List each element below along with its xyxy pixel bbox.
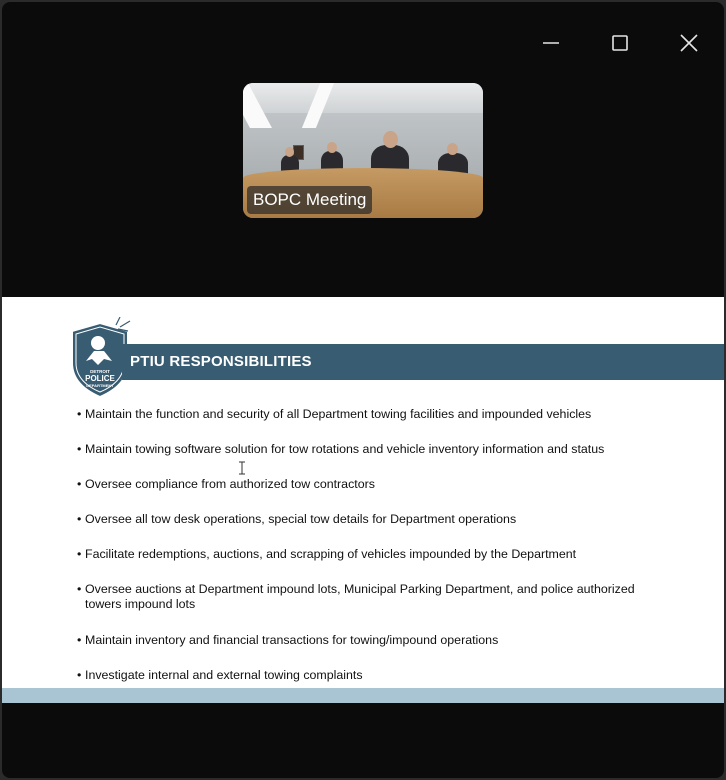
maximize-button[interactable] xyxy=(597,20,643,66)
close-icon xyxy=(679,33,699,53)
bullet-marker: • xyxy=(77,668,82,682)
slide-title: PTIU RESPONSIBILITIES xyxy=(130,353,312,370)
logo-text: POLICE xyxy=(85,374,115,383)
text-cursor-icon xyxy=(238,461,246,475)
logo-text: DEPARTMENT xyxy=(86,383,114,388)
list-item xyxy=(77,477,665,492)
maximize-icon xyxy=(611,34,629,52)
list-item xyxy=(77,547,665,562)
slide-title-bar xyxy=(122,344,724,380)
video-person-head xyxy=(447,143,458,155)
bullet-marker: • xyxy=(77,547,82,561)
logo-text: DETROIT xyxy=(90,369,110,374)
list-item-text: Oversee auctions at Department impound lots, Municipal Parking Department, and police authorized towers impound lots xyxy=(85,582,635,611)
minimize-icon xyxy=(542,34,560,52)
list-item xyxy=(77,633,665,648)
list-item-text: Oversee compliance from authorized tow contractors xyxy=(85,477,375,491)
minimize-button[interactable] xyxy=(528,20,574,66)
video-person-head xyxy=(285,147,294,157)
participant-video-tile[interactable] xyxy=(243,83,483,218)
list-item-text: Facilitate redemptions, auctions, and scrapping of vehicles impounded by the Department xyxy=(85,547,577,561)
video-person-head xyxy=(327,142,337,153)
list-item xyxy=(77,442,665,457)
list-item-text: Investigate internal and external towing complaints xyxy=(85,668,363,682)
bullet-marker: • xyxy=(77,477,82,491)
list-item-text: Maintain towing software solution for tow rotations and vehicle inventory information and status xyxy=(85,442,605,456)
close-button[interactable] xyxy=(666,20,712,66)
list-item xyxy=(77,668,665,683)
bullet-marker: • xyxy=(77,407,82,421)
slide-footer-band xyxy=(2,688,724,703)
list-item-text: Oversee all tow desk operations, special tow details for Department operations xyxy=(85,512,517,526)
shared-slide xyxy=(2,297,724,703)
bullet-marker: • xyxy=(77,442,82,456)
list-item xyxy=(77,582,665,612)
video-ceiling xyxy=(243,83,483,113)
bullet-marker: • xyxy=(77,512,82,526)
participant-name-label: BOPC Meeting xyxy=(247,186,372,214)
video-person-head xyxy=(383,131,398,148)
meeting-window xyxy=(2,2,724,778)
list-item-text: Maintain the function and security of all Department towing facilities and impounded vehicles xyxy=(85,407,592,421)
bullet-marker: • xyxy=(77,633,82,647)
list-item-text: Maintain inventory and financial transactions for towing/impound operations xyxy=(85,633,499,647)
list-item xyxy=(77,512,665,527)
bullet-marker: • xyxy=(77,582,82,596)
list-item xyxy=(77,407,665,422)
